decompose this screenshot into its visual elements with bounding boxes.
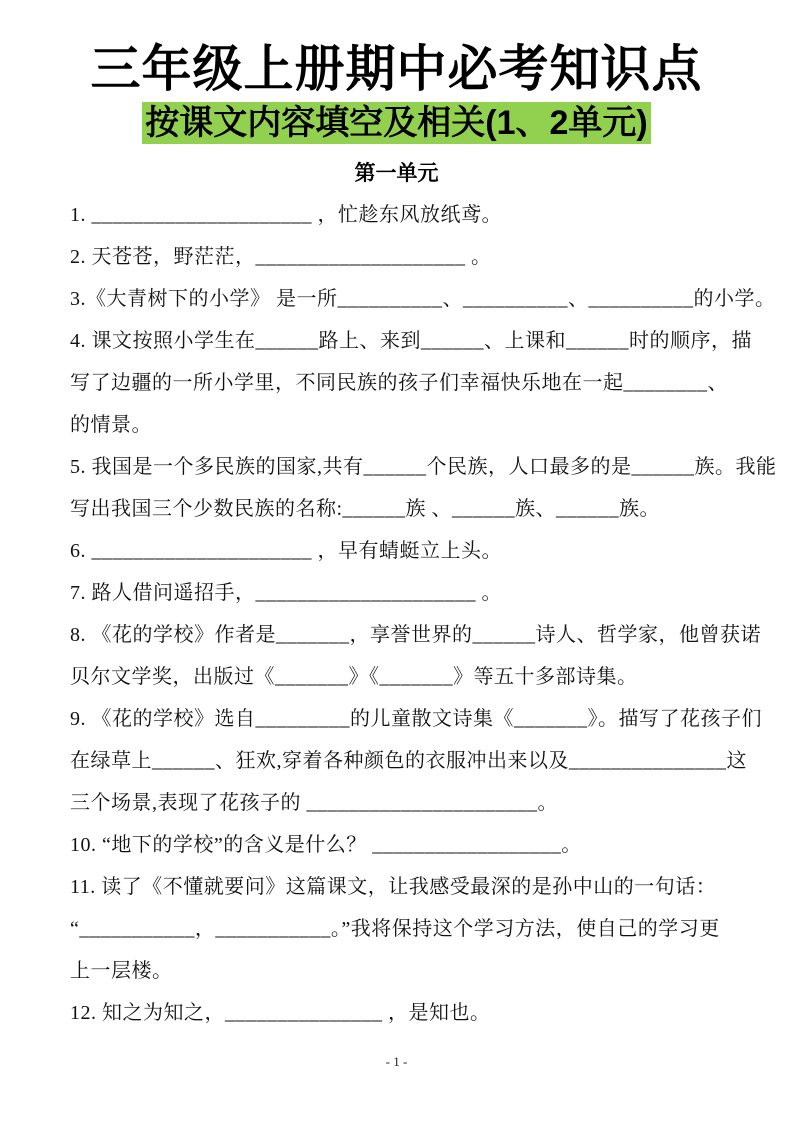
question-item-11 [70, 866, 743, 992]
question-item-8 [70, 614, 761, 698]
question-item-6 [70, 530, 743, 572]
question-line: 6. _____________________ ，早有蜻蜓立上头。 [70, 540, 502, 562]
question-line: 的情景。 [70, 414, 152, 436]
question-item-5 [70, 446, 777, 530]
question-item-4 [70, 320, 752, 446]
question-line: 1. _____________________ ，忙趁东风放纸鸢。 [70, 204, 502, 226]
question-line: 上一层楼。 [70, 960, 173, 982]
question-line: 5. 我国是一个多民族的国家,共有______个民族，人口最多的是______族。我能 [70, 456, 777, 478]
question-line: 写了边疆的一所小学里，不同民族的孩子们幸福快乐地在一起________、 [70, 372, 728, 394]
question-line: 写出我国三个少数民族的名称:______族 、______族、______族。 [70, 498, 661, 520]
page-number: - 1 - [385, 1054, 408, 1069]
question-item-3 [70, 278, 776, 320]
question-line: 三个场景,表现了花孩子的 ______________________。 [70, 792, 558, 814]
question-line: 12. 知之为知之，_______________ ，是知也。 [70, 1002, 491, 1024]
question-line: 贝尔文学奖，出版过《_______》《_______》等五十多部诗集。 [70, 666, 638, 688]
question-line: “___________，___________。”我将保持这个学习方法，使自己的学习更 [70, 918, 720, 940]
question-item-1 [70, 194, 743, 236]
question-line: 8. 《花的学校》作者是_______，享誉世界的______诗人、哲学家，他曾获诺 [70, 624, 761, 646]
question-line: 3.《大青树下的小学》 是一所__________、__________、__________的小学。 [70, 288, 776, 310]
question-item-7 [70, 572, 743, 614]
question-line: 4. 课文按照小学生在______路上、来到______、上课和______时的顺序，描 [70, 330, 752, 352]
section-header-unit-1: 第一单元 [354, 161, 439, 185]
page-title: 三年级上册期中必考知识点 [90, 41, 703, 97]
question-line: 2. 天苍苍，野茫茫，____________________ 。 [70, 246, 492, 268]
question-line: 11. 读了《不懂就要问》这篇课文，让我感受最深的是孙中山的一句话： [70, 876, 717, 898]
subtitle-row [0, 102, 793, 151]
question-item-12 [70, 992, 743, 1034]
page-subtitle-highlighted: 按课文内容填空及相关(1、2单元) [142, 102, 650, 144]
question-item-2 [70, 236, 743, 278]
question-list [70, 194, 777, 1034]
question-line: 在绿草上______、狂欢,穿着各种颜色的衣服冲出来以及_______________这 [70, 750, 747, 772]
question-line: 10. “地下的学校”的含义是什么？ __________________。 [70, 834, 582, 856]
question-item-9 [70, 698, 762, 824]
question-line: 9. 《花的学校》选自_________的儿童散文诗集《_______》。描写了花孩子们 [70, 708, 762, 730]
question-line: 7. 路人借问遥招手，_____________________ 。 [70, 582, 502, 604]
question-item-10 [70, 824, 743, 866]
